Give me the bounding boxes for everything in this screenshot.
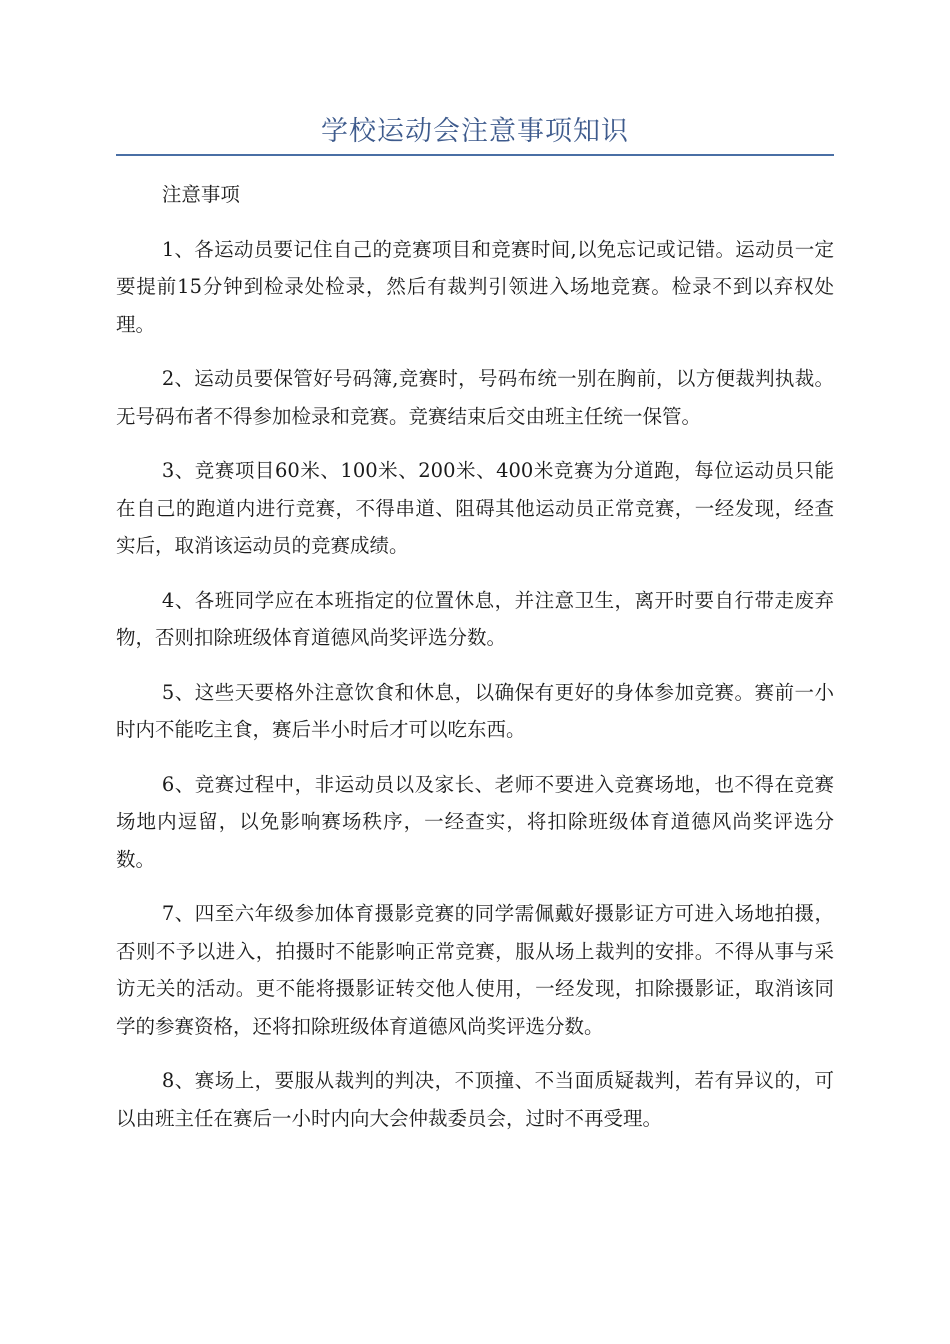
paragraph-5: 5、这些天要格外注意饮食和休息，以确保有更好的身体参加竞赛。赛前一小时内不能吃主食，赛后半小时后才可以吃东西。: [116, 680, 834, 741]
document-title: 学校运动会注意事项知识: [321, 116, 629, 147]
paragraph-2: 2、运动员要保管好号码簿,竞赛时，号码布统一别在胸前，以方便裁判执裁。无号码布者不得参加检录和竞赛。竞赛结束后交由班主任统一保管。: [116, 367, 834, 428]
paragraph-4: 4、各班同学应在本班指定的位置休息，并注意卫生，离开时要自行带走废弃物，否则扣除班级体育道德风尚奖评选分数。: [116, 588, 834, 649]
paragraph-6: 6、竞赛过程中，非运动员以及家长、老师不要进入竞赛场地，也不得在竞赛场地内逗留，以免影响赛场秩序，一经查实，将扣除班级体育道德风尚奖评选分数。: [116, 772, 834, 871]
document-body: [116, 176, 834, 1154]
paragraph-8: 8、赛场上，要服从裁判的判决，不顶撞、不当面质疑裁判，若有异议的，可以由班主任在赛后一小时内向大会仲裁委员会，过时不再受理。: [116, 1069, 834, 1130]
title-underline: [116, 154, 834, 156]
paragraph-1: 1、各运动员要记住自己的竞赛项目和竞赛时间,以免忘记或记错。运动员一定要提前15分钟到检录处检录，然后有裁判引领进入场地竞赛。检录不到以弃权处理。: [116, 237, 834, 336]
section-heading: 注意事项: [161, 183, 240, 206]
paragraph-7: 7、四至六年级参加体育摄影竞赛的同学需佩戴好摄影证方可进入场地拍摄，否则不予以进入，拍摄时不能影响正常竞赛，服从场上裁判的安排。不得从事与采访无关的活动。更不能将摄影证转交他人使用，一经发现，扣除摄影证，取消该同学的参赛资格，还将扣除班级体育道德风尚奖评选分数。: [116, 902, 834, 1038]
paragraph-3: 3、竞赛项目60米、100米、200米、400米竞赛为分道跑，每位运动员只能在自己的跑道内进行竞赛，不得串道、阻碍其他运动员正常竞赛，一经发现，经查实后，取消该运动员的竞赛成绩。: [116, 459, 834, 557]
